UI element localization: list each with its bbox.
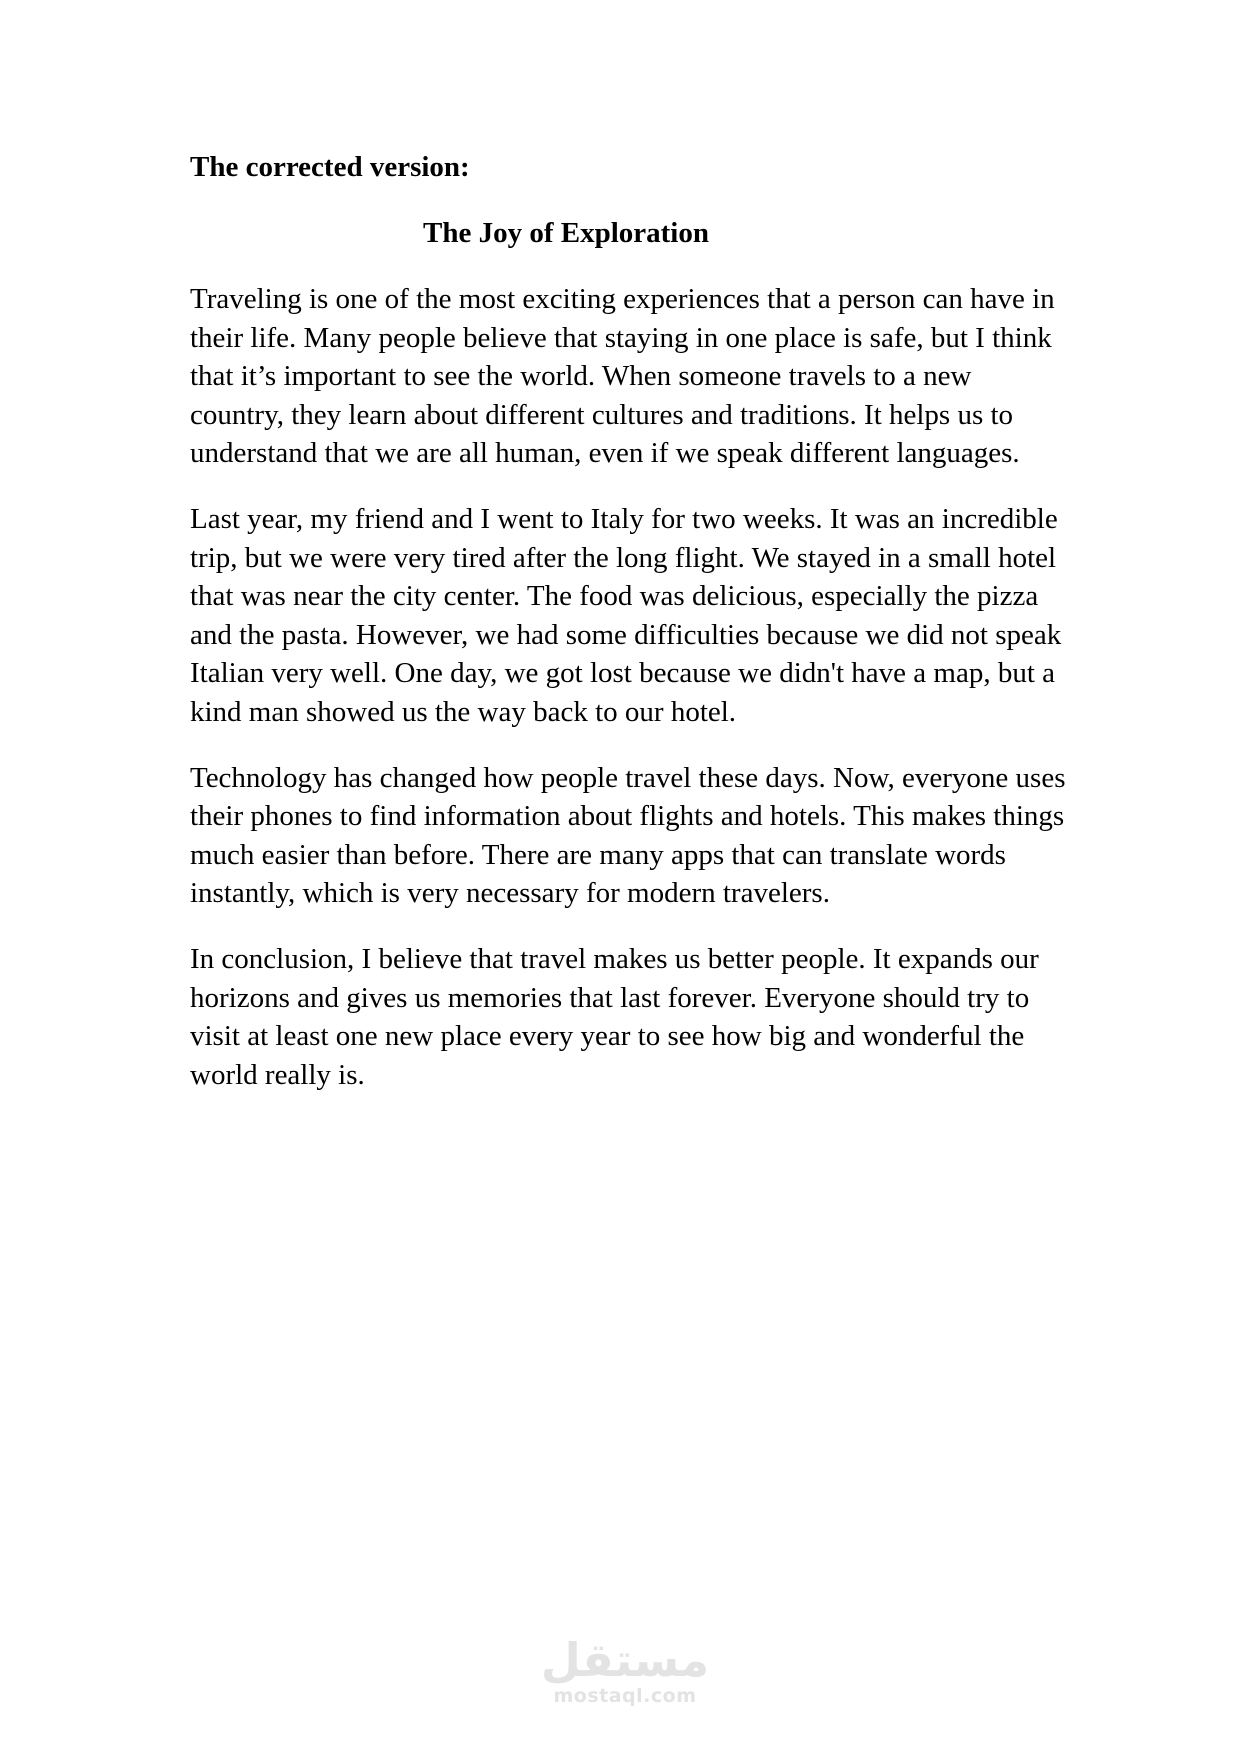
watermark-logo: مستقل: [540, 1633, 710, 1687]
essay-title: The Joy of Exploration: [423, 217, 709, 249]
document-body: [190, 150, 1070, 1121]
paragraph-italy-trip: Last year, my friend and I went to Italy for two weeks. It was an incredible trip, but we were very tired after the long flight. We stayed in a small hotel that was near the city center. The food was delicious, especially the pizza and the pasta. However, we had some difficulties because we did not speak Italian very well. One day, we got lost because we didn't have a map, but a kind man showed us the way back to our hotel.: [190, 502, 1062, 728]
paragraph-conclusion: In conclusion, I believe that travel makes us better people. It expands our horizons and gives us memories that last forever. Everyone should try to visit at least one new place every year to see how big and wonderful the world really is.: [190, 942, 1039, 1091]
mostaql-watermark: [540, 1635, 710, 1707]
paragraph-technology: Technology has changed how people travel these days. Now, everyone uses their phones to find information about flights and hotels. This makes things much easier than before. There are many apps that can translate words instantly, which is very necessary for modern travelers.: [190, 761, 1066, 910]
section-label: The corrected version:: [190, 151, 470, 183]
paragraph-intro: Traveling is one of the most exciting experiences that a person can have in their life. Many people believe that staying in one place is safe, but I think that it’s important to see the world. When someone travels to a new country, they learn about different cultures and traditions. It helps us to understand that we are all human, even if we speak different languages.: [190, 283, 1055, 470]
watermark-url: mostaql.com: [553, 1685, 697, 1707]
